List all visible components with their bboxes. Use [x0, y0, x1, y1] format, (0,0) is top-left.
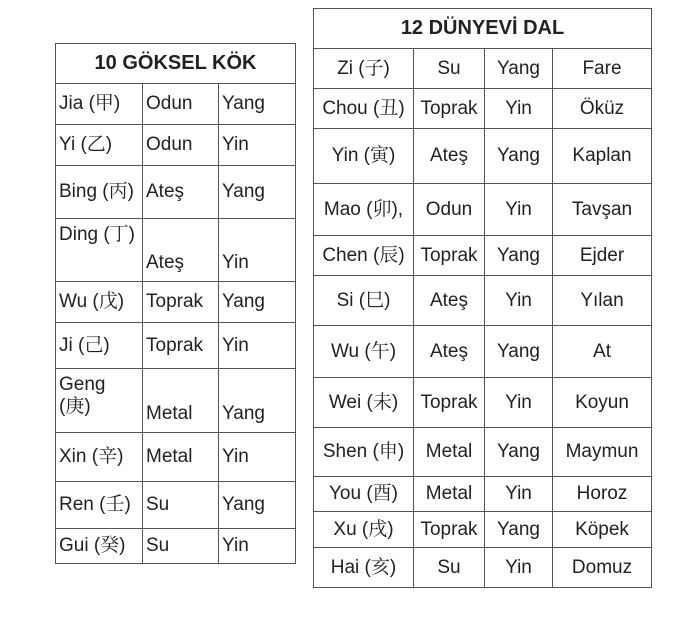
element-cell: Toprak	[414, 89, 485, 129]
polarity-cell: Yang	[219, 84, 296, 125]
branch-name-cell: Zi (子)	[314, 49, 414, 89]
table-header-row	[314, 9, 652, 49]
element-cell: Ateş	[414, 276, 485, 326]
animal-cell: Koyun	[553, 378, 652, 428]
table-title: 10 GÖKSEL KÖK	[56, 44, 296, 84]
stem-name-cell: Wu (戊)	[56, 282, 143, 323]
table-row	[56, 125, 296, 166]
stem-name-cell: Ji (己)	[56, 323, 143, 369]
animal-cell: Öküz	[553, 89, 652, 129]
table-row	[314, 236, 652, 276]
branch-name-cell: You (酉)	[314, 477, 414, 512]
animal-cell: Ejder	[553, 236, 652, 276]
element-cell: Su	[414, 548, 485, 588]
polarity-cell: Yang	[219, 482, 296, 529]
stem-name-cell: Gui (癸)	[56, 529, 143, 564]
polarity-cell: Yin	[219, 433, 296, 482]
branch-name-cell: Chen (辰)	[314, 236, 414, 276]
table-row	[314, 548, 652, 588]
branch-name-cell: Xu (戌)	[314, 512, 414, 548]
table-row	[56, 529, 296, 564]
table-row	[56, 482, 296, 529]
table-row	[314, 326, 652, 378]
table-row	[56, 84, 296, 125]
element-cell: Su	[143, 529, 219, 564]
element-cell: Toprak	[414, 378, 485, 428]
animal-cell: Fare	[553, 49, 652, 89]
branch-name-cell: Wei (未)	[314, 378, 414, 428]
table-row	[314, 49, 652, 89]
heavenly-stems-table	[55, 43, 296, 564]
element-cell: Ateş	[143, 219, 219, 282]
table-row	[56, 219, 296, 282]
element-cell: Metal	[143, 369, 219, 433]
animal-cell: Maymun	[553, 428, 652, 477]
table-row	[314, 477, 652, 512]
table-row	[314, 89, 652, 129]
element-cell: Su	[143, 482, 219, 529]
element-cell: Toprak	[414, 236, 485, 276]
branch-name-cell: Si (巳)	[314, 276, 414, 326]
table-row	[56, 369, 296, 433]
branch-name-cell: Wu (午)	[314, 326, 414, 378]
animal-cell: Domuz	[553, 548, 652, 588]
table-row	[56, 433, 296, 482]
polarity-cell: Yin	[219, 529, 296, 564]
table-row	[314, 276, 652, 326]
element-cell: Ateş	[143, 166, 219, 219]
animal-cell: Yılan	[553, 276, 652, 326]
element-cell: Metal	[414, 477, 485, 512]
branch-name-cell: Yin (寅)	[314, 129, 414, 184]
stem-name-cell: Geng (庚)	[56, 369, 143, 433]
polarity-cell: Yin	[485, 477, 553, 512]
branch-name-cell: Chou (丑)	[314, 89, 414, 129]
table-row	[314, 512, 652, 548]
table-row	[314, 428, 652, 477]
stem-name-cell: Xin (辛)	[56, 433, 143, 482]
element-cell: Toprak	[143, 282, 219, 323]
animal-cell: At	[553, 326, 652, 378]
table-row	[314, 129, 652, 184]
element-cell: Ateş	[414, 326, 485, 378]
polarity-cell: Yin	[485, 184, 553, 236]
polarity-cell: Yin	[219, 219, 296, 282]
polarity-cell: Yin	[219, 323, 296, 369]
element-cell: Su	[414, 49, 485, 89]
polarity-cell: Yang	[485, 326, 553, 378]
element-cell: Toprak	[143, 323, 219, 369]
element-cell: Odun	[143, 84, 219, 125]
earthly-branches-table	[313, 8, 652, 588]
polarity-cell: Yin	[219, 125, 296, 166]
animal-cell: Köpek	[553, 512, 652, 548]
table-row	[56, 166, 296, 219]
table-title: 12 DÜNYEVİ DAL	[314, 9, 652, 49]
branch-name-cell: Mao (卯),	[314, 184, 414, 236]
stem-name-cell: Yi (乙)	[56, 125, 143, 166]
polarity-cell: Yang	[219, 282, 296, 323]
polarity-cell: Yin	[485, 89, 553, 129]
element-cell: Toprak	[414, 512, 485, 548]
element-cell: Odun	[414, 184, 485, 236]
table-row	[314, 184, 652, 236]
animal-cell: Kaplan	[553, 129, 652, 184]
animal-cell: Horoz	[553, 477, 652, 512]
polarity-cell: Yang	[485, 512, 553, 548]
stem-name-cell: Bing (丙)	[56, 166, 143, 219]
element-cell: Metal	[414, 428, 485, 477]
animal-cell: Tavşan	[553, 184, 652, 236]
stem-name-cell: Jia (甲)	[56, 84, 143, 125]
table-row	[56, 282, 296, 323]
polarity-cell: Yin	[485, 378, 553, 428]
polarity-cell: Yang	[485, 428, 553, 477]
element-cell: Metal	[143, 433, 219, 482]
polarity-cell: Yang	[485, 129, 553, 184]
polarity-cell: Yang	[219, 369, 296, 433]
element-cell: Odun	[143, 125, 219, 166]
stem-name-cell: Ren (壬)	[56, 482, 143, 529]
table-row	[56, 323, 296, 369]
branch-name-cell: Shen (申)	[314, 428, 414, 477]
element-cell: Ateş	[414, 129, 485, 184]
table-row	[314, 378, 652, 428]
polarity-cell: Yin	[485, 276, 553, 326]
polarity-cell: Yang	[219, 166, 296, 219]
polarity-cell: Yang	[485, 49, 553, 89]
polarity-cell: Yang	[485, 236, 553, 276]
table-header-row	[56, 44, 296, 84]
polarity-cell: Yin	[485, 548, 553, 588]
stem-name-cell: Ding (丁)	[56, 219, 143, 282]
branch-name-cell: Hai (亥)	[314, 548, 414, 588]
